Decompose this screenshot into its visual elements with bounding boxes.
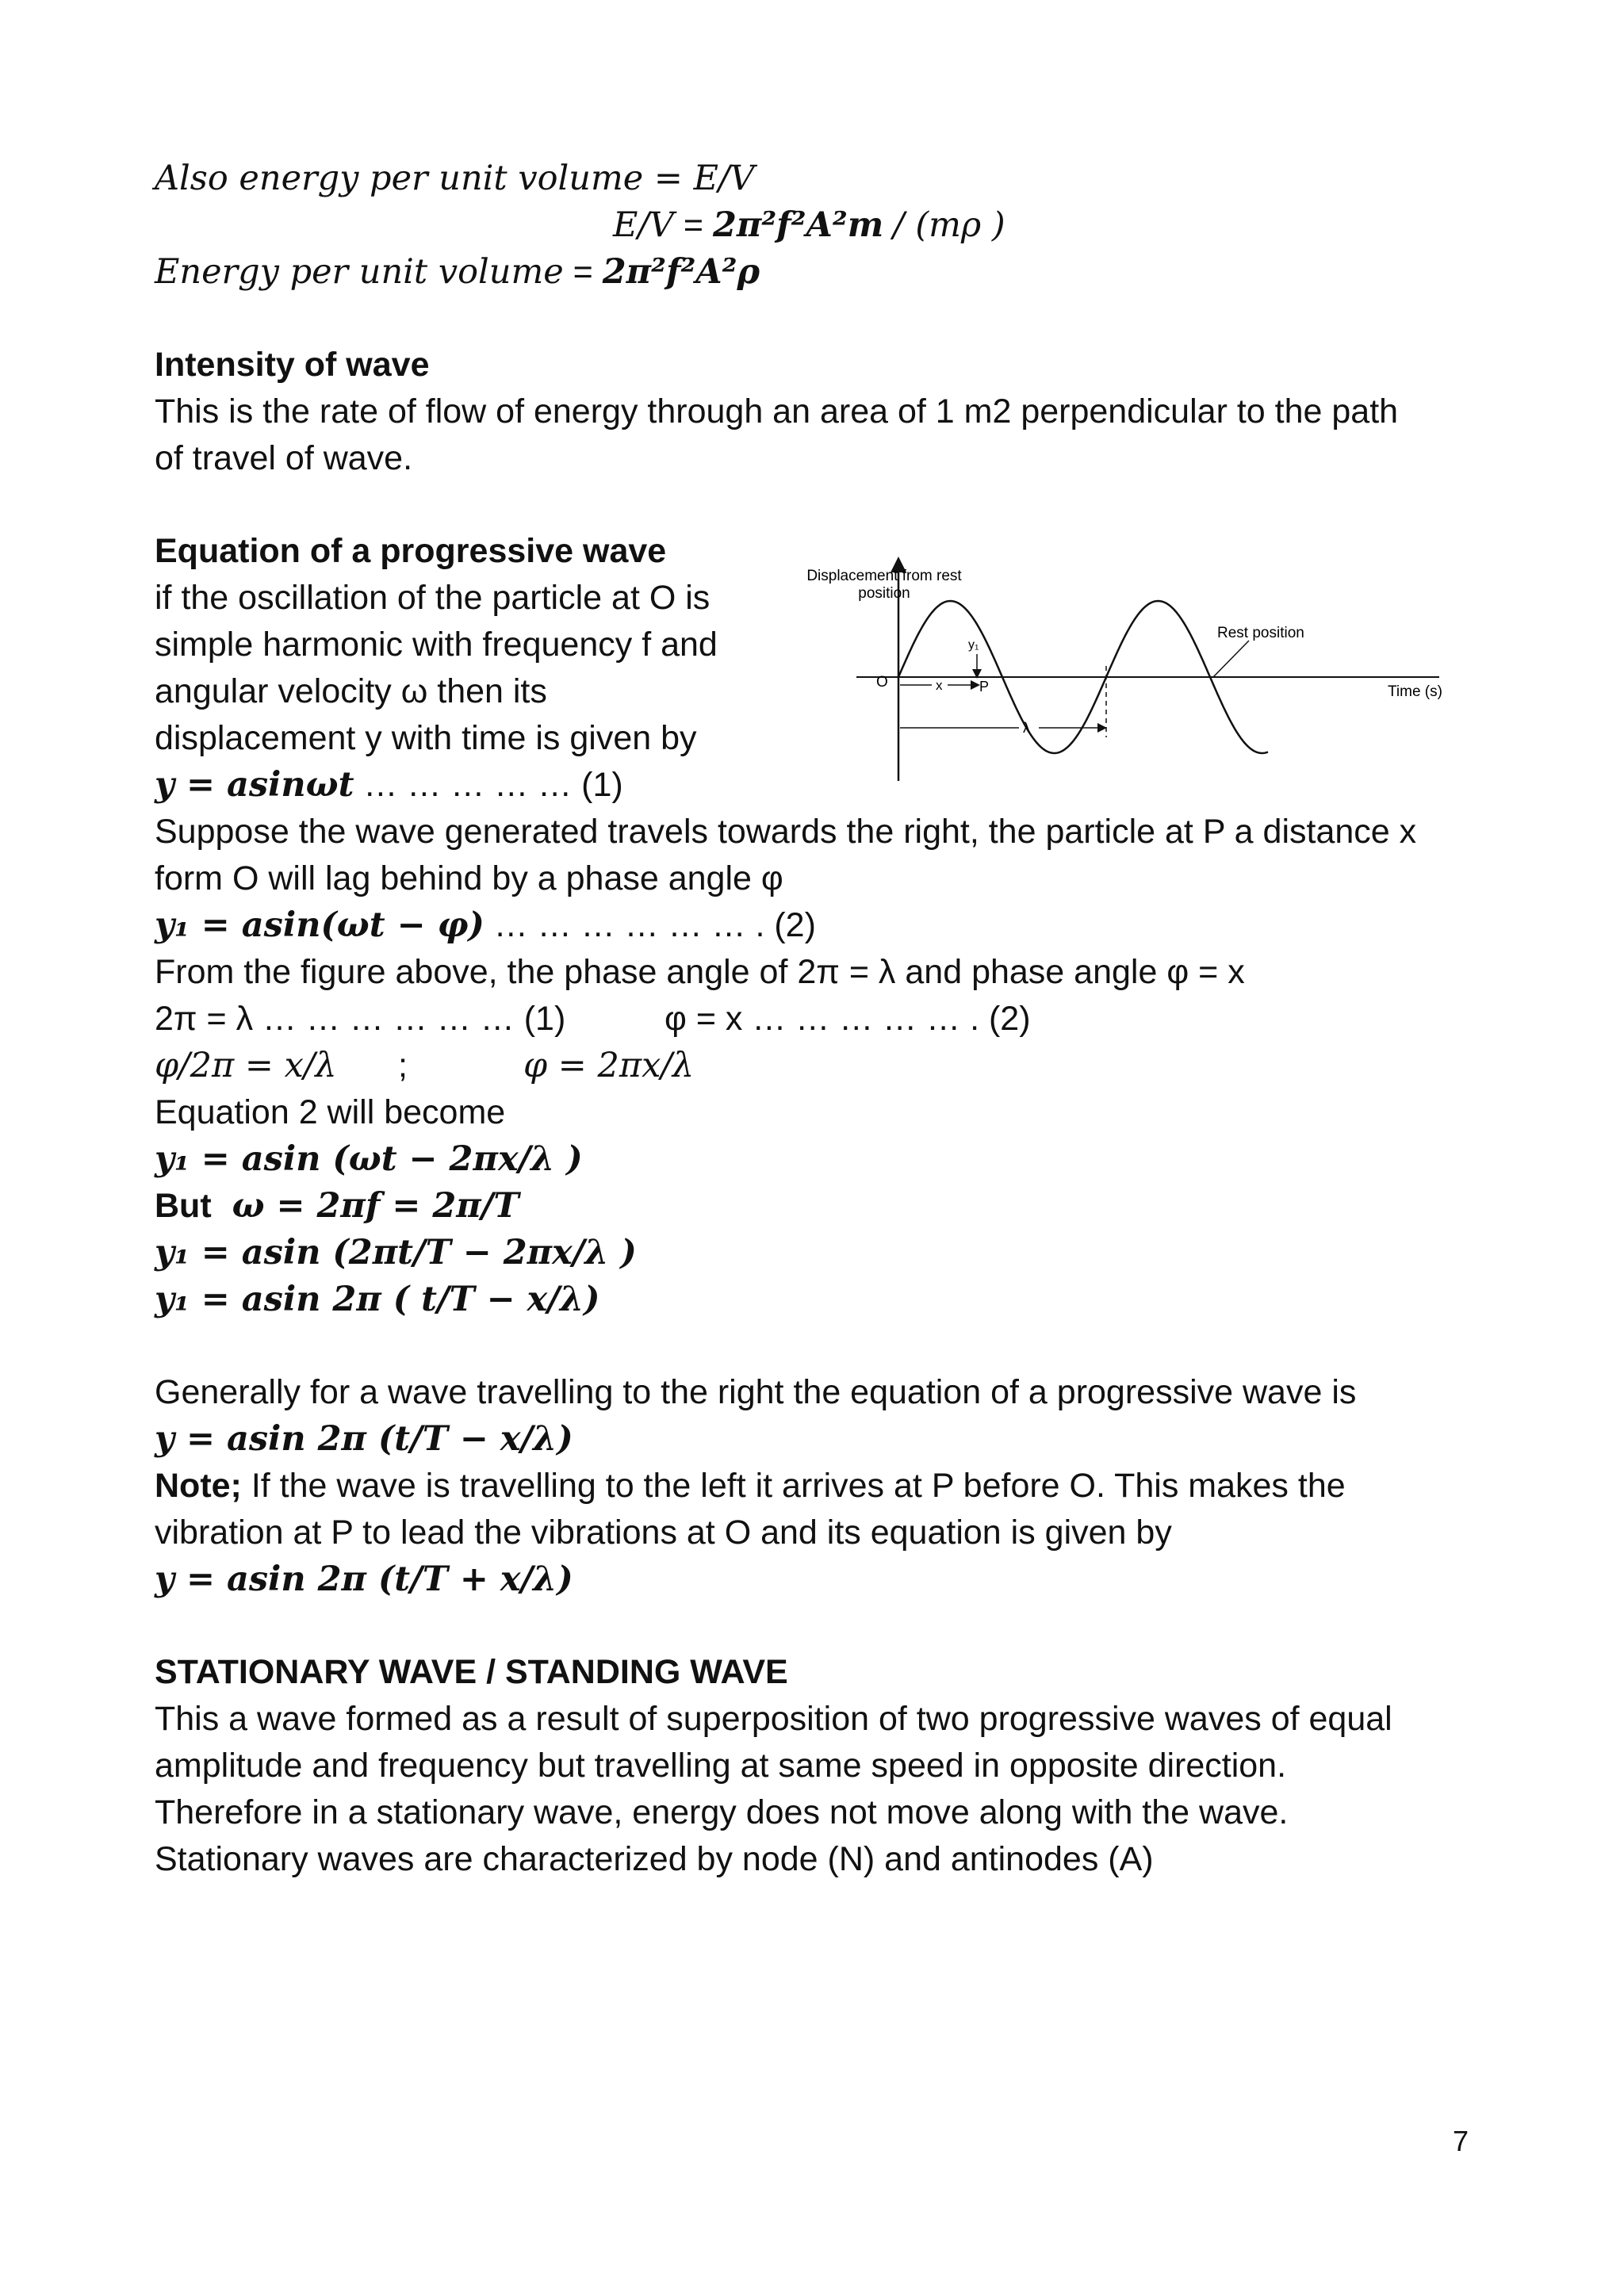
progressive-line-3: angular velocity ω then its bbox=[155, 672, 547, 710]
stationary-heading: STATIONARY WAVE / STANDING WAVE bbox=[155, 1653, 788, 1691]
wave-diagram bbox=[781, 555, 1463, 786]
note-label: Note; bbox=[155, 1467, 242, 1505]
equation-2-formula: y₁ = asin(ωt − φ) bbox=[155, 905, 485, 945]
intensity-body-2: of travel of wave. bbox=[155, 439, 413, 477]
energy-eq-divisor: / (mρ ) bbox=[893, 205, 1005, 245]
equation-1-formula: y = asinωt bbox=[155, 765, 354, 805]
figure-reference-line: From the figure above, the phase angle of 2π = λ and phase angle φ = x bbox=[155, 953, 1245, 991]
energy-line-2: E/V = 2π²f²A²m / (mρ ) bbox=[613, 205, 1005, 245]
y-axis-label-2: position bbox=[858, 585, 910, 602]
energy-line-1: Also energy per unit volume = E/V bbox=[155, 159, 755, 198]
stationary-line-3: Therefore in a stationary wave, energy does not move along with the wave. bbox=[155, 1793, 1289, 1831]
suppose-line-1: Suppose the wave generated travels towards the right, the particle at P a distance x bbox=[155, 813, 1417, 851]
y1-label: y₁ bbox=[968, 638, 979, 652]
general-line: Generally for a wave travelling to the right the equation of a progressive wave is bbox=[155, 1373, 1357, 1411]
but-line bbox=[155, 1183, 519, 1230]
energy-eq-lhs: E/V bbox=[613, 205, 674, 245]
equation-3: y₁ = asin (ωt − 2πx/λ ) bbox=[155, 1139, 583, 1179]
time-axis-label: Time (s) bbox=[1388, 683, 1442, 700]
omega-equation: ω = 2πf = 2π/T bbox=[232, 1186, 519, 1226]
equation-5: y₁ = asin 2π ( t/T − x/λ) bbox=[155, 1280, 600, 1319]
phase-ratio-result: φ = 2πx/λ bbox=[523, 1046, 695, 1085]
relation-2: φ = x … … … … … . (2) bbox=[665, 1000, 1031, 1038]
rest-position-pointer bbox=[1213, 641, 1249, 677]
progressive-line-2: simple harmonic with frequency f and bbox=[155, 626, 718, 664]
progressive-heading: Equation of a progressive wave bbox=[155, 532, 667, 570]
equation-left-wave: y = asin 2π (t/T + x/λ) bbox=[155, 1559, 573, 1599]
progressive-line-4: displacement y with time is given by bbox=[155, 719, 697, 757]
energy-per-volume-label: Energy per unit volume bbox=[155, 252, 564, 292]
equation-2-number: … … … … … … . (2) bbox=[493, 906, 816, 944]
equation-4: y₁ = asin (2πt/T − 2πx/λ ) bbox=[155, 1233, 637, 1272]
origin-label: O bbox=[876, 674, 888, 691]
rest-position-label: Rest position bbox=[1217, 625, 1304, 641]
equation-1-number: … … … … … (1) bbox=[363, 766, 623, 804]
energy-line-3: Energy per unit volume = 2π²f²A²ρ bbox=[155, 252, 760, 292]
equation-2-become: Equation 2 will become bbox=[155, 1093, 506, 1131]
note-line-1 bbox=[155, 1463, 1346, 1510]
but-label: But bbox=[155, 1187, 212, 1225]
equation-2 bbox=[155, 902, 816, 949]
intensity-body-1: This is the rate of flow of energy through an area of 1 m2 perpendicular to the path bbox=[155, 392, 1399, 430]
point-p-label: P bbox=[979, 679, 990, 695]
stationary-line-1: This a wave formed as a result of superposition of two progressive waves of equal bbox=[155, 1700, 1392, 1738]
suppose-line-2: form O will lag behind by a phase angle φ bbox=[155, 859, 783, 897]
note-text-1: If the wave is travelling to the left it arrives at P before O. This makes the bbox=[251, 1467, 1346, 1505]
progressive-line-1: if the oscillation of the particle at O is bbox=[155, 579, 710, 617]
wavelength-label: λ bbox=[1023, 720, 1030, 736]
energy-ratio: E/V bbox=[693, 159, 755, 198]
energy-eq-rhs: 2π²f²A²m bbox=[712, 205, 884, 245]
note-line-2: vibration at P to lead the vibrations at O and its equation is given by bbox=[155, 1513, 1172, 1552]
stationary-line-2: amplitude and frequency but travelling at same speed in opposite direction. bbox=[155, 1747, 1287, 1785]
equation-1 bbox=[155, 762, 623, 809]
x-distance-label: x bbox=[936, 678, 943, 693]
page-number: 7 bbox=[1453, 2125, 1469, 2157]
stationary-line-4: Stationary waves are characterized by node (N) and antinodes (A) bbox=[155, 1840, 1154, 1878]
phase-ratio-separator: ; bbox=[398, 1047, 408, 1085]
equation-right-wave: y = asin 2π (t/T − x/λ) bbox=[155, 1419, 573, 1459]
relation-1: 2π = λ … … … … … … (1) bbox=[155, 1000, 566, 1038]
phase-ratio: φ/2π = x/λ bbox=[155, 1046, 337, 1085]
energy-label: Also energy per unit volume bbox=[155, 159, 644, 198]
intensity-heading: Intensity of wave bbox=[155, 346, 430, 384]
energy-per-volume-value: 2π²f²A²ρ bbox=[602, 252, 760, 292]
y-axis-label-1: Displacement from rest bbox=[806, 568, 962, 584]
